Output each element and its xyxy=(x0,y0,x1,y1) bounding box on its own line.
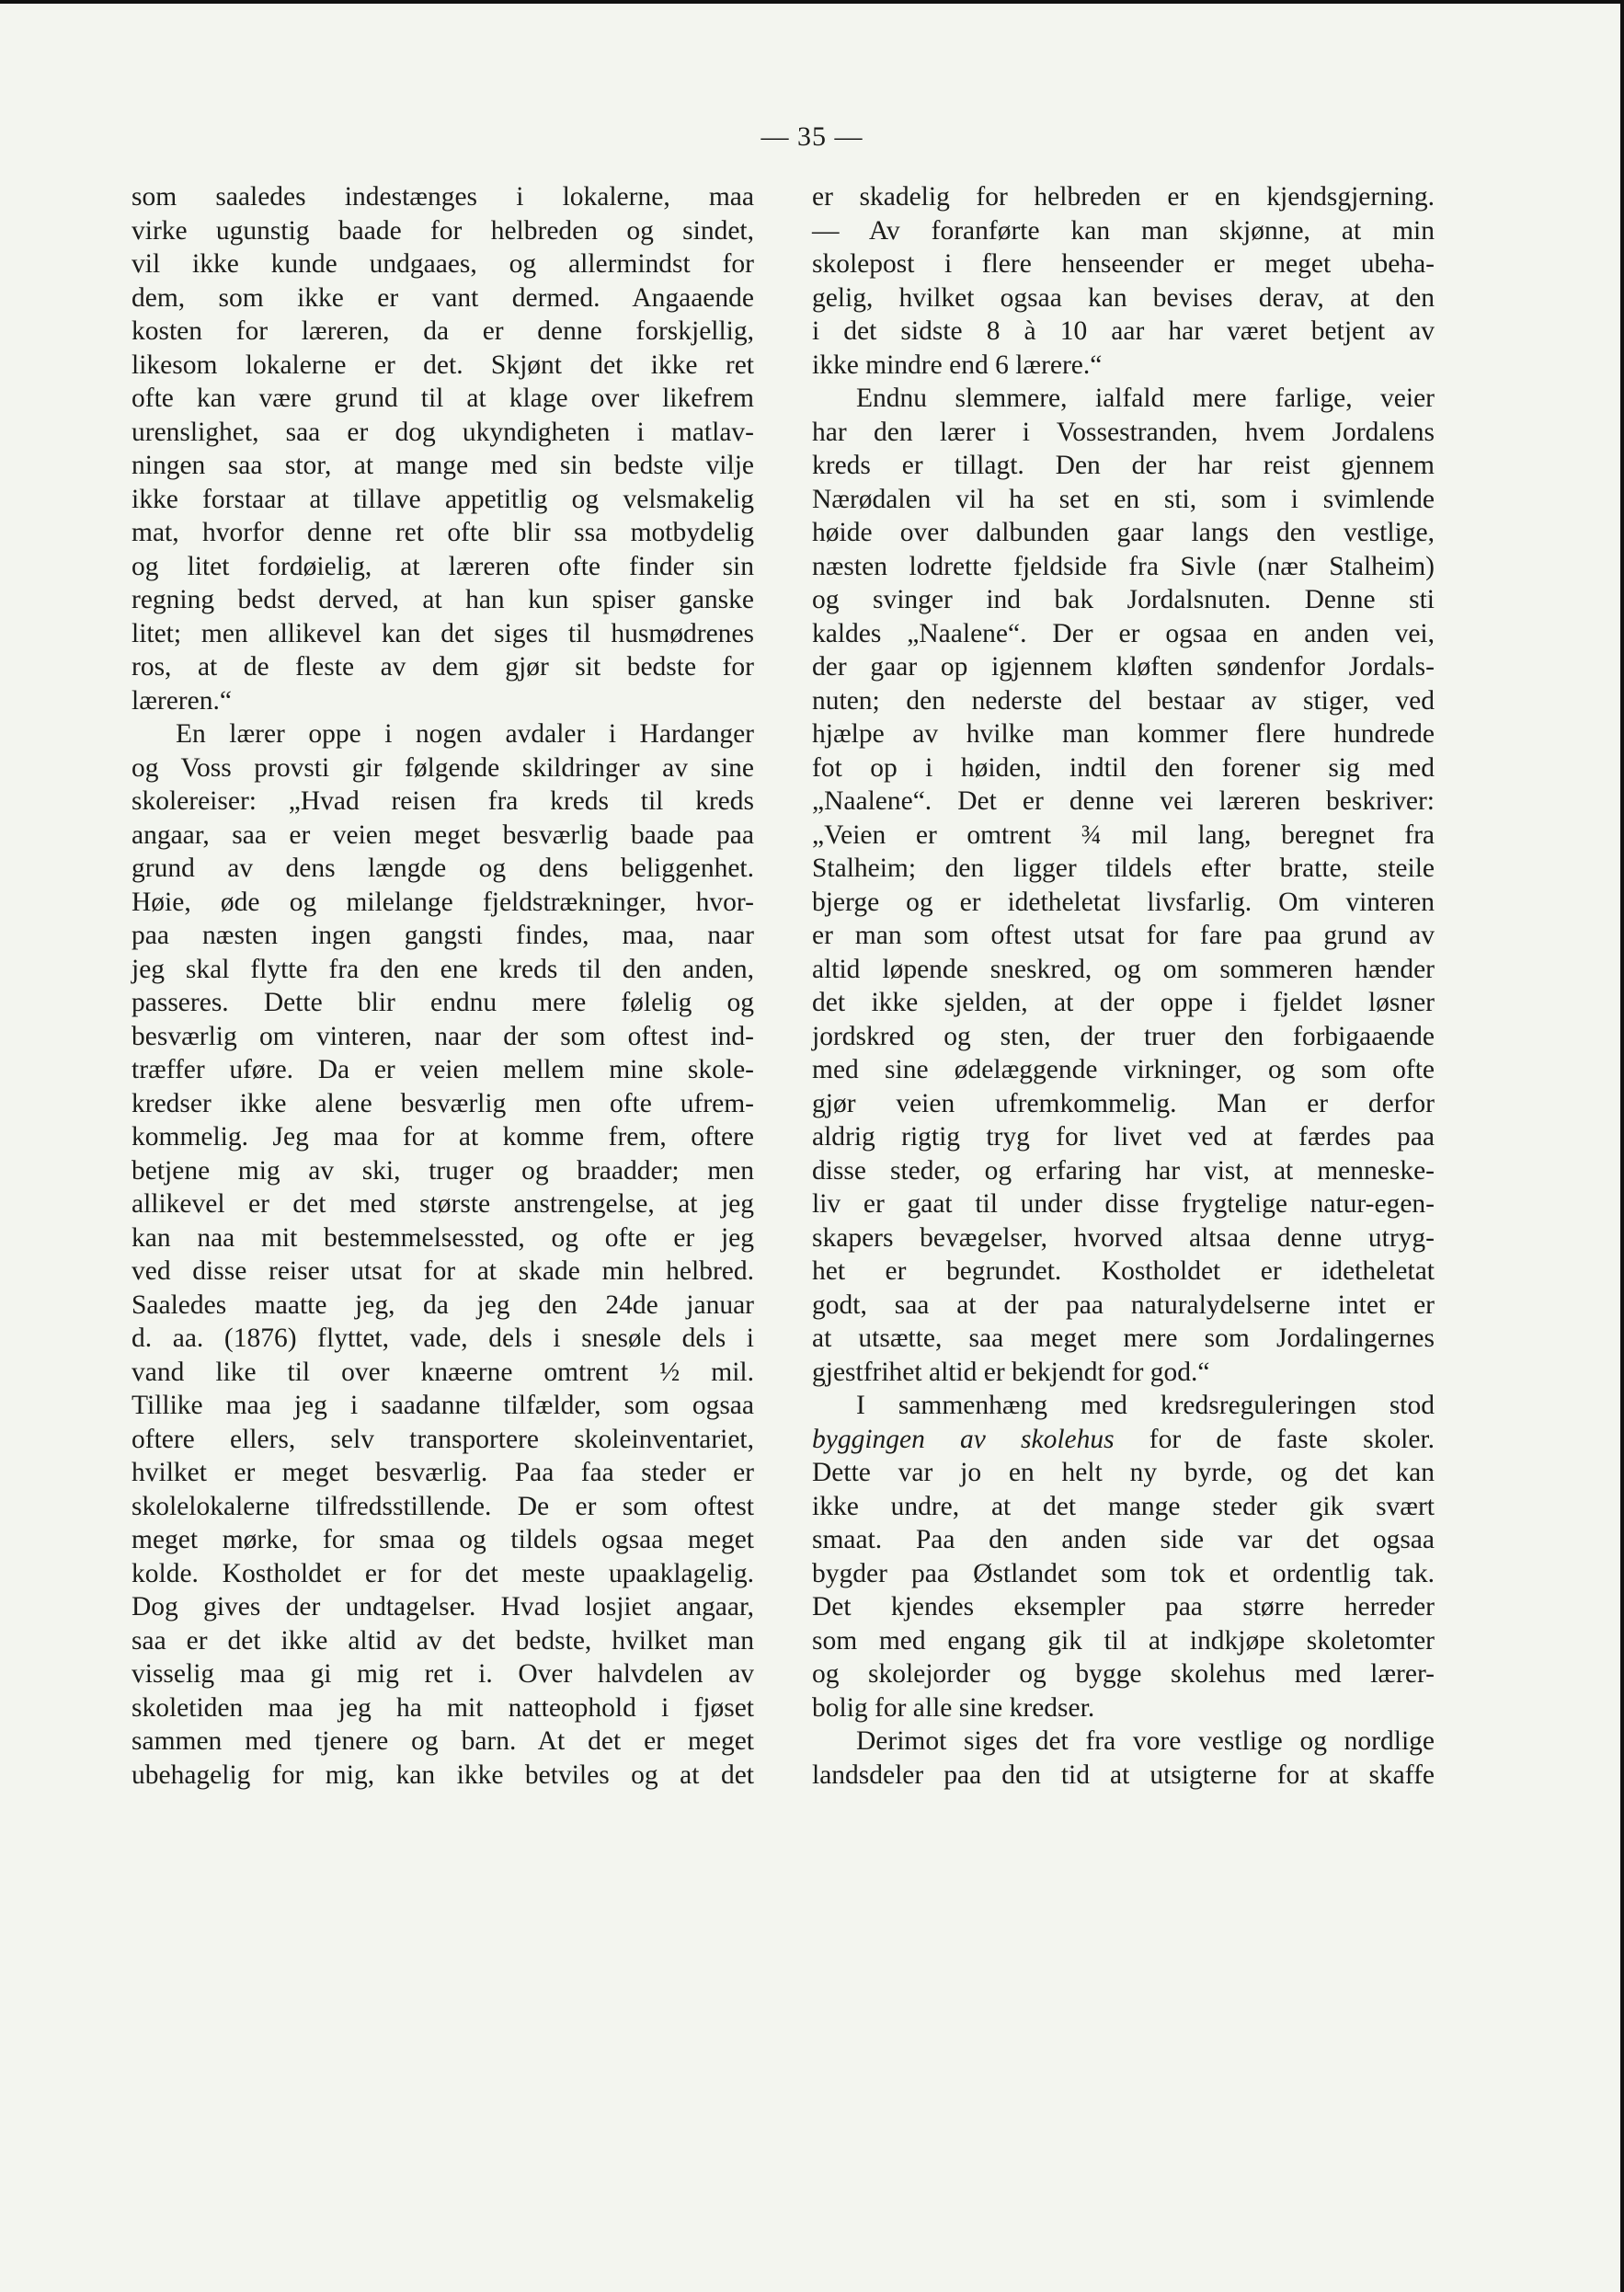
text-line: læreren.“ xyxy=(132,685,232,716)
text-line: sammen med tjenere og barn. At det er meget xyxy=(132,1726,754,1756)
text-line: er skadelig for helbreden er en kjendsgjerning. xyxy=(812,182,1435,212)
text-line: regning bedst derved, at han kun spiser ganske xyxy=(132,585,754,614)
text-line: der gaar op igjennem kløften søndenfor Jordals- xyxy=(812,652,1435,682)
text-line: ubehagelig for mig, kan ikke betviles og at det xyxy=(132,1759,754,1790)
text-line: Saaledes maatte jeg, da jeg den 24de januar xyxy=(132,1289,754,1320)
italic-emphasis: byggingen av skolehus xyxy=(812,1424,1115,1454)
text-line: kosten for læreren, da er denne forskjellig, xyxy=(132,316,754,346)
text-line: betjene mig av ski, truger og braadder; men xyxy=(132,1155,754,1186)
text-line: kredser ikke alene besværlig men ofte ufrem- xyxy=(132,1088,754,1118)
text-line: skapers bevægelser, hvorved altsaa denne utryg- xyxy=(812,1222,1435,1253)
text-line: smaat. Paa den anden side var det ogsaa xyxy=(812,1525,1435,1554)
text-line: En lærer oppe i nogen avdaler i Hardanger xyxy=(176,719,754,749)
text-line: litet; men allikevel kan det siges til husmødrenes xyxy=(132,618,754,648)
text-line: er man som oftest utsat for fare paa grund av xyxy=(812,921,1435,950)
text-line: skolereiser: „Hvad reisen fra kreds til kreds xyxy=(132,786,754,816)
text-line: høide over dalbunden gaar langs den vestlige, xyxy=(812,518,1435,547)
text-line: visselig maa gi mig ret i. Over halvdelen av xyxy=(132,1659,754,1689)
text-line: mat, hvorfor denne ret ofte blir ssa motbydelig xyxy=(132,518,754,547)
text-line: ikke mindre end 6 lærere.“ xyxy=(812,350,1103,380)
text-line: Det kjendes eksempler paa større herreder xyxy=(812,1592,1435,1622)
text-line: bygder paa Østlandet som tok et ordentlig tak. xyxy=(812,1558,1435,1588)
text-line: ningen saa stor, at mange med sin bedste vilje xyxy=(132,451,754,480)
text-line: meget mørke, for smaa og tildels ogsaa meget xyxy=(132,1525,754,1554)
text-line: vil ikke kunde undgaaes, og allermindst for xyxy=(132,249,754,279)
text-line: at utsætte, saa meget mere som Jordalingernes xyxy=(812,1324,1435,1353)
text-line: kaldes „Naalene“. Der er ogsaa en anden vei, xyxy=(812,618,1435,648)
text-line: gjør veien ufremkommelig. Man er derfor xyxy=(812,1088,1435,1118)
text-line: virke ugunstig baade for helbreden og sindet, xyxy=(132,215,754,246)
text-line xyxy=(812,1423,1435,1457)
text-line: og svinger ind bak Jordalsnuten. Denne sti xyxy=(812,585,1435,614)
text-line: Dog gives der undtagelser. Hvad losjiet angaar, xyxy=(132,1592,754,1622)
left-text-column xyxy=(132,180,754,1792)
text-line: dem, som ikke er vant dermed. Angaaende xyxy=(132,282,754,313)
text-line: ved disse reiser utsat for at skade min helbred. xyxy=(132,1256,754,1286)
text-line: skolelokalerne tilfredsstillende. De er som oftest xyxy=(132,1491,754,1521)
text-line: og litet fordøielig, at læreren ofte finder sin xyxy=(132,551,754,581)
text-line: altid løpende sneskred, og om sommeren hænder xyxy=(812,954,1435,984)
text-line: i det sidste 8 à 10 aar har været betjent av xyxy=(812,316,1435,346)
text-line: Stalheim; den ligger tildels efter bratte, steile xyxy=(812,854,1435,883)
text-line: Nærødalen vil ha set en sti, som i svimlende xyxy=(812,484,1435,514)
text-line: træffer uføre. Da er veien mellem mine skole- xyxy=(132,1055,754,1084)
text-line: likesom lokalerne er det. Skjønt det ikke ret xyxy=(132,350,754,380)
text-line: passeres. Dette blir endnu mere følelig og xyxy=(132,988,754,1017)
text-line: det ikke sjelden, at der oppe i fjeldet løsner xyxy=(812,988,1435,1017)
text-line: allikevel er det med største anstrengelse, at jeg xyxy=(132,1189,754,1219)
text-line-rest: for de faste skoler. xyxy=(1114,1424,1435,1454)
text-line: d. aa. (1876) flyttet, vade, dels i snesøle dels i xyxy=(132,1324,754,1353)
text-line: Endnu slemmere, ialfald mere farlige, veier xyxy=(856,384,1435,413)
text-line: Høie, øde og milelange fjeldstrækninger, hvor- xyxy=(132,887,754,917)
text-line: fot op i høiden, indtil den forener sig med xyxy=(812,752,1435,783)
text-line: Tillike maa jeg i saadanne tilfælder, som ogsaa xyxy=(132,1391,754,1420)
right-text-column xyxy=(812,180,1435,1792)
text-line: og Voss provsti gir følgende skildringer av sine xyxy=(132,752,754,783)
page-number: — 35 — xyxy=(761,121,863,152)
text-line: med sine ødelæggende virkninger, og som ofte xyxy=(812,1055,1435,1084)
text-line: hvilket er meget besværlig. Paa faa steder er xyxy=(132,1458,754,1487)
text-line: saa er det ikke altid av det bedste, hvilket man xyxy=(132,1625,754,1656)
text-line: aldrig rigtig tryg for livet ved at færdes paa xyxy=(812,1122,1435,1152)
text-line: grund av dens længde og dens beliggenhet. xyxy=(132,854,754,883)
text-line: ikke undre, at det mange steder gik svært xyxy=(812,1491,1435,1521)
text-line: skolepost i flere henseender er meget ubeha- xyxy=(812,249,1435,279)
text-line: kommelig. Jeg maa for at komme frem, oftere xyxy=(132,1122,754,1152)
text-line: landsdeler paa den tid at utsigterne for at skaffe xyxy=(812,1759,1435,1790)
text-line: „Veien er omtrent ¾ mil lang, beregnet fra xyxy=(812,819,1435,850)
text-line: næsten lodrette fjeldside fra Sivle (nær Stalheim) xyxy=(812,551,1435,581)
text-line: ros, at de fleste av dem gjør sit bedste for xyxy=(132,652,754,682)
scan-right-border xyxy=(1620,0,1624,2292)
text-line: angaar, saa er veien meget besværlig baade paa xyxy=(132,819,754,850)
text-line: liv er gaat til under disse frygtelige natur-egen- xyxy=(812,1189,1435,1219)
text-line: disse steder, og erfaring har vist, at menneske- xyxy=(812,1155,1435,1186)
text-line: het er begrundet. Kostholdet er idetheletat xyxy=(812,1256,1435,1286)
text-line: kan naa mit bestemmelsessted, og ofte er jeg xyxy=(132,1222,754,1253)
text-line: besværlig om vinteren, naar der som oftest ind- xyxy=(132,1021,754,1051)
text-line: — Av foranførte kan man skjønne, at min xyxy=(812,215,1435,246)
text-line: Derimot siges det fra vore vestlige og nordlige xyxy=(856,1726,1435,1756)
scan-top-border xyxy=(0,0,1624,4)
text-line: bolig for alle sine kredser. xyxy=(812,1692,1095,1723)
text-line: ikke forstaar at tillave appetitlig og velsmakelig xyxy=(132,484,754,514)
text-line: vand like til over knæerne omtrent ½ mil. xyxy=(132,1357,754,1387)
text-line: kreds er tillagt. Den der har reist gjennem xyxy=(812,451,1435,480)
text-line: „Naalene“. Det er denne vei læreren beskriver: xyxy=(812,786,1435,816)
text-line: gjestfrihet altid er bekjendt for god.“ xyxy=(812,1357,1210,1387)
text-line: har den lærer i Vossestranden, hvem Jordalens xyxy=(812,417,1435,447)
text-line: oftere ellers, selv transportere skoleinventariet, xyxy=(132,1424,754,1454)
text-line: som med engang gik til at indkjøpe skoletomter xyxy=(812,1625,1435,1656)
text-line: gelig, hvilket ogsaa kan bevises derav, at den xyxy=(812,282,1435,313)
text-line: som saaledes indestænges i lokalerne, maa xyxy=(132,182,754,212)
text-line: paa næsten ingen gangsti findes, maa, naar xyxy=(132,921,754,950)
text-line: ofte kan være grund til at klage over likefrem xyxy=(132,384,754,413)
text-line: og skolejorder og bygge skolehus med lærer- xyxy=(812,1659,1435,1689)
text-line: bjerge og er idetheletat livsfarlig. Om vinteren xyxy=(812,887,1435,917)
text-line: urenslighet, saa er dog ukyndigheten i matlav- xyxy=(132,417,754,447)
text-line: hjælpe av hvilke man kommer flere hundrede xyxy=(812,719,1435,749)
text-line: kolde. Kostholdet er for det meste upaaklagelig. xyxy=(132,1558,754,1588)
text-line: skoletiden maa jeg ha mit natteophold i fjøset xyxy=(132,1692,754,1723)
text-line: jordskred og sten, der truer den forbigaaende xyxy=(812,1021,1435,1051)
text-line: nuten; den nederste del bestaar av stiger, ved xyxy=(812,685,1435,716)
text-line: jeg skal flytte fra den ene kreds til den anden, xyxy=(132,954,754,984)
text-line: Dette var jo en helt ny byrde, og det kan xyxy=(812,1458,1435,1487)
text-line: I sammenhæng med kredsreguleringen stod xyxy=(856,1391,1435,1420)
text-line: godt, saa at der paa naturalydelserne intet er xyxy=(812,1289,1435,1320)
